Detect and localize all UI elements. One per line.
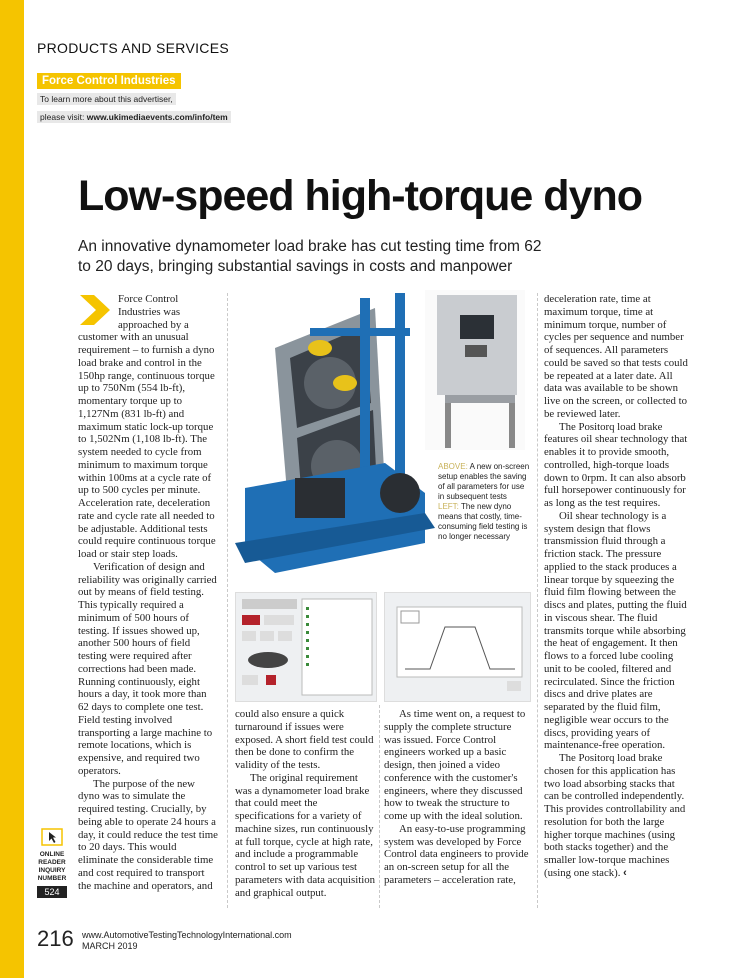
advertiser-name: Force Control Industries [37,73,181,89]
brand-stripe [0,0,24,978]
standfirst: An innovative dynamometer load brake has cut testing time from 62 to 20 days, bringing substantial savings in costs and manpower [78,238,542,275]
footer-info [82,930,292,952]
setup-screen-image [235,592,377,702]
body-column-3 [384,708,529,887]
reader-inquiry-box[interactable] [37,828,67,898]
paragraph: Verification of design and reliability was originally carried out by means of field testing. This typically required a minimum of 500 hours of testing. If issues showed up, another 500 hours of field testing were required after corrections had been made. Running continuously, eight hours a day, it took more than 62 days to complete one test. Field testing involved transporting a large machine to remote locations, which is expensive, and required two operators. [78,560,217,777]
paragraph: An easy-to-use programming system was developed by Force Control data engineers to provide an on-screen setup for all the parameters – acceleration rate, [384,822,529,886]
advertiser-box [37,71,231,125]
paragraph: deceleration rate, time at maximum torque, time at minimum torque, number of cycles per sequence and number of sequences. All parameters could be saved so that tests could be repeated at a later date. All data was available to be shown live on the screen, or collected to be reviewed later. [544,293,688,420]
advertiser-line2: please visit: www.ukimediaevents.com/info/tem [37,111,231,123]
cursor-icon [41,828,63,846]
reader-label-2: READER [38,859,66,866]
paragraph: The Positorq load brake chosen for this application has two load absorbing stacks that can be controlled independently. This provides controllability and resolution for both the large higher torque machines (using both stacks together) and the smaller low-torque machines (using one stack). ‹ [544,752,686,879]
dyno-photo [235,288,435,588]
footer-url[interactable]: www.AutomotiveTestingTechnologyInternational.com [82,930,292,940]
paragraph: could also ensure a quick turnaround if issues were exposed. A short field test could then be done to confirm the validity of the tests. [235,708,374,771]
reader-label-1: ONLINE [39,851,65,858]
torque-graph-image [384,592,531,702]
body-column-2 [235,708,375,899]
paragraph: The Positorq load brake features oil shear technology that enables it to provide smooth, controlled, high-torque loads down to 0rpm. It can also absorb full horsepower continuously for as long as the test requires. [544,420,688,509]
body-column-1 [78,293,218,892]
column-divider [379,705,380,908]
section-label: PRODUCTS AND SERVICES [37,40,229,56]
photo-caption: ABOVE: A new on-screen setup enables the saving of all parameters for use in subsequent tests LEFT: The new dyno means that costly, time-consuming field testing is no longer necessary [438,462,530,541]
body-column-4 [544,293,689,880]
column-divider [227,293,228,908]
control-cabinet-photo [425,290,525,450]
headline: Low-speed high-torque dyno [78,172,643,220]
paragraph: Force Control Industries was approached by a customer with an unusual requirement – to furnish a dyno load brake and control in the 150hp range, continuous torque up to 750Nm (554 lb-ft), momentary torque up to 1,127Nm (831 lb-ft) and maximum static lock-up torque to 1,502Nm (1,108 lb-ft). The system needed to cycle from minimum to maximum torque within 100ms at a cycle rate of up to 500 cycles per minute. Acceleration rate, deceleration rate and cycle rate all needed to be adjustable. Additional tests could require continuous torque load or stair step loads. [78,293,216,560]
end-mark: ‹ [623,866,627,879]
chevron-icon [78,293,112,327]
column-divider [537,293,538,908]
advertiser-line1: To learn more about this advertiser, [37,93,176,105]
advertiser-url[interactable]: www.ukimediaevents.com/info/tem [86,112,228,122]
footer-date: MARCH 2019 [82,941,138,951]
paragraph: Oil shear technology is a system design that flows transmission fluid through a friction stack. The pressure applied to the stack produces a linear torque by squeezing the fluid film flowing between the discs and plates, putting the fluid in viscous shear. The fluid transmits torque while absorbing the heat of engagement. It then flows to a forced lube cooling unit to be cooled, filtered and recirculated. Since the friction discs and drive plates are separated by the fluid film, negligible wear occurs to the discs, providing years of maintenance-free operation. [544,509,687,752]
paragraph: As time went on, a request to supply the complete structure was issued. Force Control engineers worked up a basic design, then joined a video conference with the customer's engineers, where they discussed how to tweak the structure to come up with the ideal solution. [384,708,526,822]
paragraph: The purpose of the new dyno was to simulate the required testing. Crucially, by being able to operate 24 hours a day, it could reduce the test time to 20 days. This would eliminate the considerable time and cost required to transport the machine and operators, and [78,777,218,892]
reader-number: 524 [37,886,67,898]
reader-label-4: NUMBER [37,875,67,882]
page-number: 216 [37,926,74,951]
reader-label-3: INQUIRY [38,867,66,874]
paragraph: The original requirement was a dynamometer load brake that could meet the specifications for a variety of machine sizes, run continuously at full torque, cycle at high rate, and include a programmable control to set up various test parameters with data acquisition and graphical output. [235,771,376,899]
